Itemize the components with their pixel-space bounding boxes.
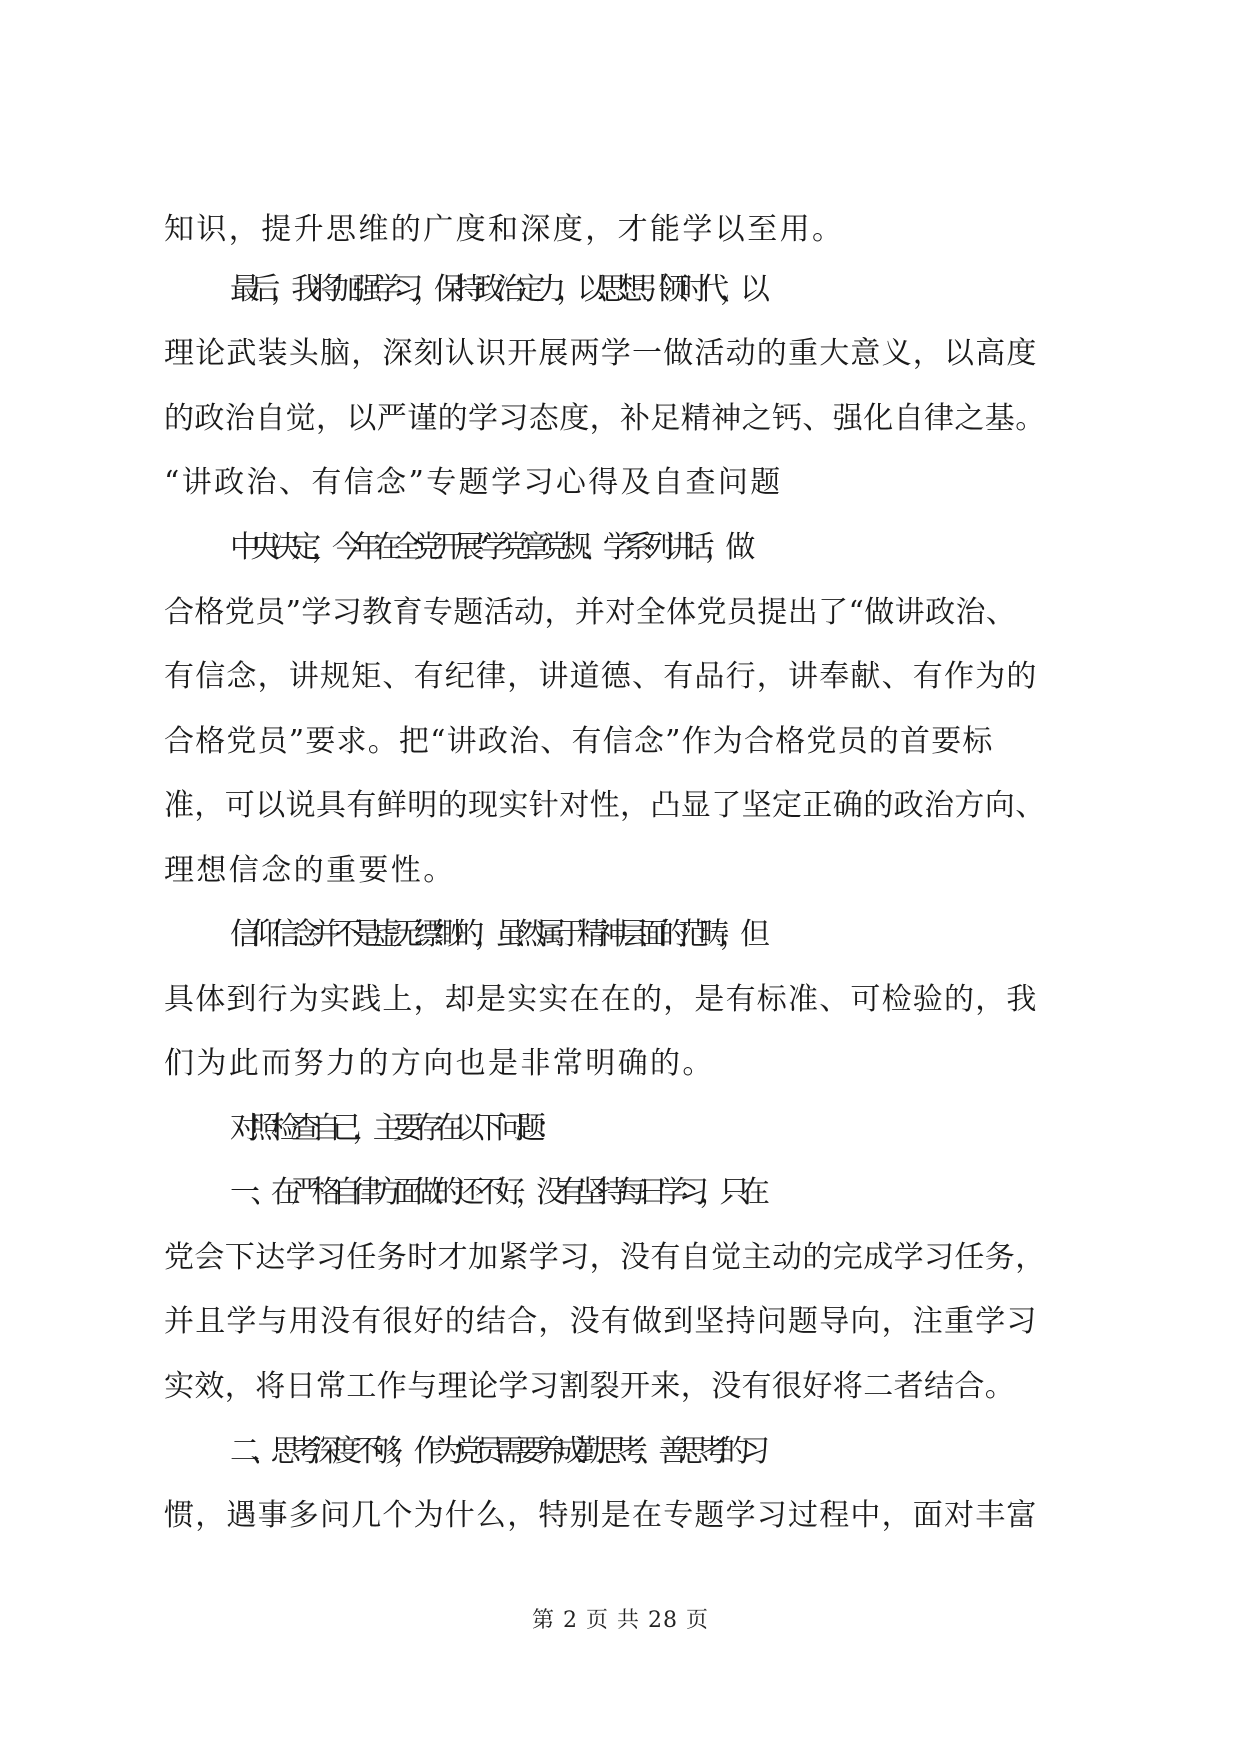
text-line: 理想信念的重要性。 [164,853,456,888]
text-line: 知识，提升思维的广度和深度，才能学以至用。 [164,212,845,247]
text-line: 具体到行为实践上，却是实实在在的，是有标准、可检验的，我 [164,982,1038,1017]
text-line: 合格党员”要求。把“讲政治、有信念”作为合格党员的首要标 [164,724,994,759]
section-heading: “讲政治、有信念”专题学习心得及自查问题 [164,465,783,500]
text-line: 合格党员”学习教育专题活动，并对全体党员提出了“做讲政治、 [164,595,1017,630]
text-line: 信仰信念并不是虚无缥缈的，虽然属于精神层面的范畴，但 [230,917,761,952]
text-line: 党会下达学习任务时才加紧学习，没有自觉主动的完成学习任务， [164,1240,1046,1275]
text-line: 中央决定，今年在全党开展“学党章党规、学系列讲话，做 [230,530,746,565]
text-line: 准，可以说具有鲜明的现实针对性，凸显了坚定正确的政治方向、 [164,788,1046,823]
text-line: 们为此而努力的方向也是非常明确的。 [164,1046,715,1081]
text-line: 的政治自觉，以严谨的学习态度，补足精神之钙、强化自律之基。 [164,401,1046,436]
text-line: 有信念，讲规矩、有纪律，讲道德、有品行，讲奉献、有作为的 [164,659,1038,694]
text-line: 并且学与用没有很好的结合，没有做到坚持问题导向，注重学习 [164,1304,1038,1339]
text-line: 理论武装头脑，深刻认识开展两学一做活动的重大意义，以高度 [164,336,1038,371]
text-line: 最后，我将加强学习，保持政治定力，以思想引领时代，以 [230,272,761,307]
text-line: 对照检查自己，主要存在以下问题： [230,1111,557,1146]
text-line: 实效，将日常工作与理论学习割裂开来，没有很好将二者结合。 [164,1369,1016,1404]
text-line: 一、在严格自律方面做的还不好，没有坚持每日学习，只在 [230,1175,761,1210]
text-line: 二、思考深度不够，作为党员需要养成勤思考、善思考的习 [230,1434,761,1469]
text-line: 惯，遇事多问几个为什么，特别是在专题学习过程中，面对丰富 [164,1498,1038,1533]
page-number-footer: 第 2 页 共 28 页 [532,1608,709,1633]
